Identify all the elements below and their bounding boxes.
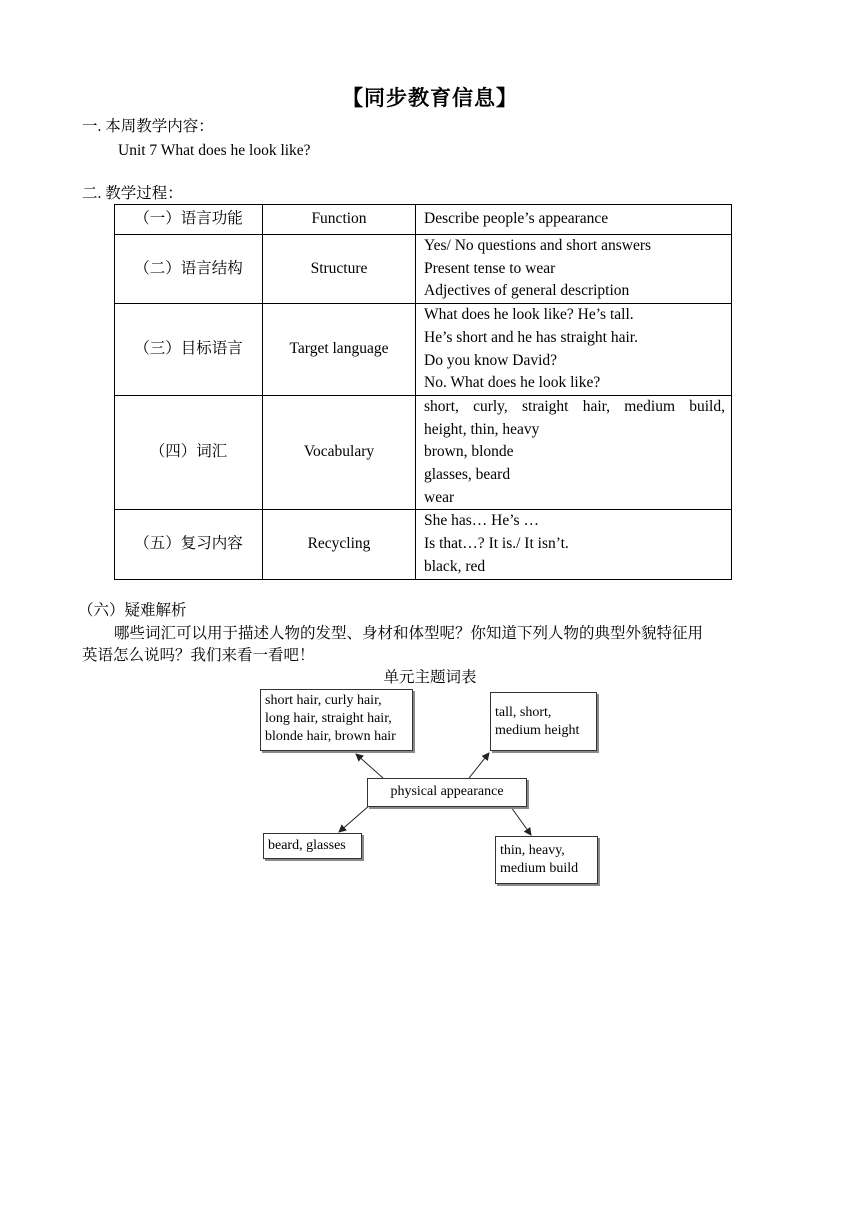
box-line: medium height — [495, 723, 580, 738]
row-label-en: Recycling — [263, 510, 416, 579]
center-label: physical appearance — [390, 784, 504, 799]
mind-map-title: 单元主题词表 — [383, 669, 477, 686]
section1-heading: 一. 本周教学内容： — [82, 118, 214, 135]
row-label-cn: （二）语言结构 — [115, 235, 263, 304]
section6-heading: （六）疑难解析 — [78, 602, 187, 619]
section6-paragraph-line1: 哪些词汇可以用于描述人物的发型、身材和体型呢？你知道下列人物的典型外貌特征用 — [114, 625, 704, 642]
box-line: blonde hair, brown hair — [265, 729, 396, 744]
content-line: Do you know David? — [424, 351, 558, 369]
arrow-to-face — [339, 805, 370, 832]
content-line: black, red — [424, 557, 486, 575]
content-line: Adjectives of general description — [424, 282, 630, 300]
box-line: medium build — [500, 861, 579, 876]
box-line: short hair, curly hair, — [265, 693, 382, 708]
row-label-cn: （一）语言功能 — [115, 205, 263, 235]
arrow-to-height — [469, 753, 489, 778]
row-label-en: Vocabulary — [263, 395, 416, 510]
arrow-to-build — [511, 807, 531, 835]
arrow-to-hair — [356, 754, 383, 778]
content-line: What does he look like? He’s tall. — [424, 306, 634, 324]
unit-title: Unit 7 What does he look like? — [118, 142, 311, 159]
row-label-en: Target language — [263, 304, 416, 396]
content-line: wear — [424, 488, 455, 506]
content-line: glasses, beard — [424, 466, 511, 484]
content-line: No. What does he look like? — [424, 374, 601, 392]
section6-paragraph-line2: 英语怎么说吗？我们来看一看吧！ — [82, 647, 315, 664]
hair-box — [260, 689, 413, 751]
row-label-en: Function — [263, 205, 416, 235]
face-box — [263, 833, 362, 859]
row-label-en: Structure — [263, 235, 416, 304]
row-label-cn: （四）词汇 — [115, 395, 263, 510]
box-line: beard, glasses — [268, 838, 346, 853]
content-line: height, thin, heavy — [424, 420, 540, 438]
content-line: He’s short and he has straight hair. — [424, 328, 638, 346]
height-box — [490, 692, 597, 751]
center-box — [367, 778, 527, 807]
row-label-cn: （三）目标语言 — [115, 304, 263, 396]
content-line: Present tense to wear — [424, 259, 556, 277]
box-line: long hair, straight hair, — [265, 711, 392, 726]
content-line: short, curly, straight hair, medium build, — [424, 397, 725, 415]
content-line: Yes/ No questions and short answers — [424, 237, 652, 254]
content-line: Is that…? It is./ It isn’t. — [424, 535, 569, 553]
document-title: 【同步教育信息】 — [342, 86, 518, 110]
content-line: brown, blonde — [424, 443, 514, 461]
content-line: She has… He’s … — [424, 512, 539, 530]
section2-heading: 二. 教学过程： — [82, 185, 183, 202]
row-label-cn: （五）复习内容 — [115, 510, 263, 579]
build-box — [495, 836, 598, 884]
content-line: Describe people’s appearance — [424, 210, 609, 228]
box-line: thin, heavy, — [500, 843, 565, 858]
box-line: tall, short, — [495, 705, 552, 720]
